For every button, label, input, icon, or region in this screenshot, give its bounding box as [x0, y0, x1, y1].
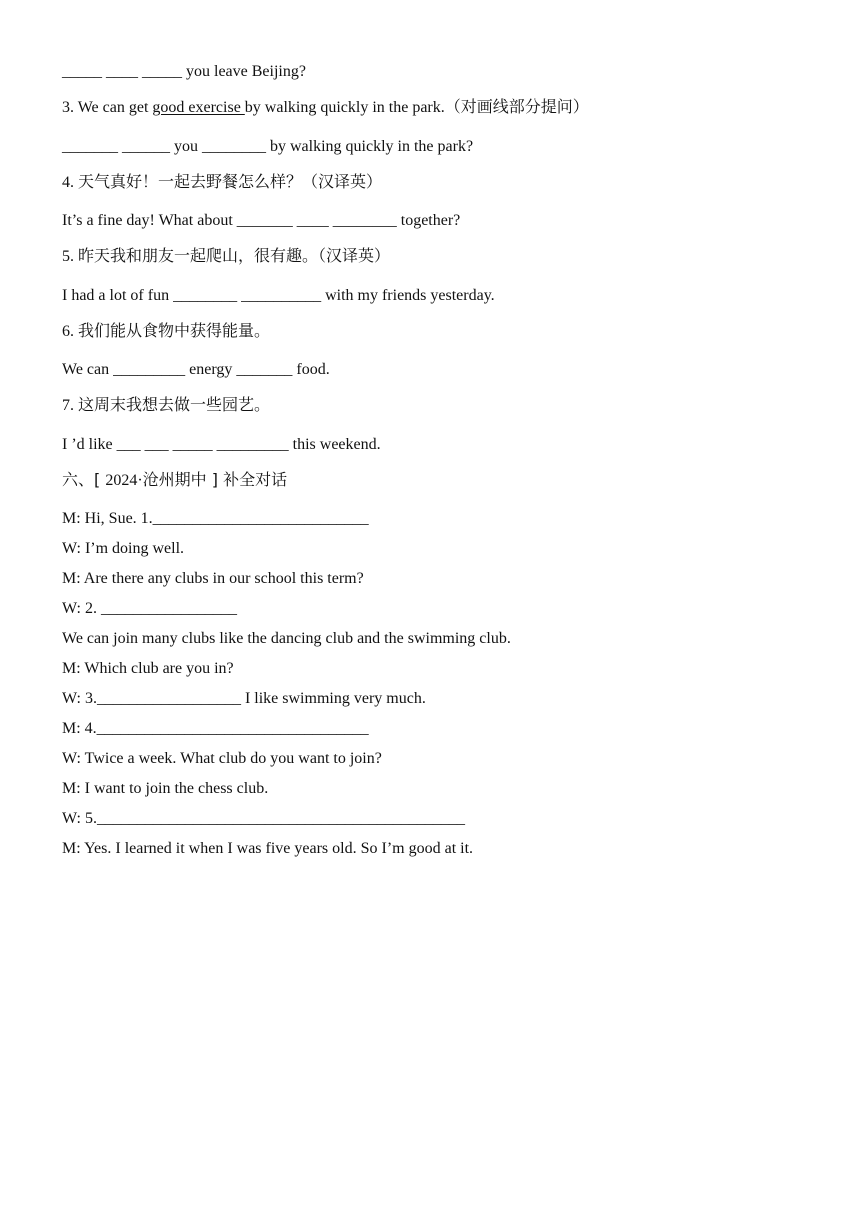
q3-answer-line: _______ ______ you ________ by walking quickly in the park? [62, 138, 474, 155]
q6-answer-line: We can _________ energy _______ food. [62, 361, 330, 378]
dialogue-line: We can join many clubs like the dancing club and the swimming club. [62, 630, 511, 647]
q5-prompt [62, 246, 390, 267]
q2-answer-line: _____ ____ _____ you leave Beijing? [62, 63, 306, 80]
q4-chinese: 天气真好！一起去野餐怎么样？（汉译英） [78, 172, 383, 191]
section-six-source: 2024·沧州期中 [105, 472, 207, 489]
dialogue-line: W: 2. _________________ [62, 600, 237, 617]
section-six-heading [62, 470, 287, 491]
q3-prompt [62, 97, 589, 118]
q6-number: 6. [62, 323, 78, 340]
dialogue-line: W: Twice a week. What club do you want to join? [62, 750, 382, 767]
dialogue-line: W: 5.______________________________________________ [62, 810, 465, 827]
q7-number: 7. [62, 397, 78, 414]
q3-underlined-phrase: good exercise [152, 99, 245, 116]
dialogue-line: M: Are there any clubs in our school this term? [62, 570, 364, 587]
dialogue-line: M: Yes. I learned it when I was five years old. So I’m good at it. [62, 840, 474, 857]
dialogue-line: M: 4.__________________________________ [62, 720, 369, 737]
dialogue-line: M: Which club are you in? [62, 660, 234, 677]
q5-answer-line: I had a lot of fun ________ __________ with my friends yesterday. [62, 287, 495, 304]
q3-instruction: （对画线部分提问） [444, 97, 589, 116]
q5-number: 5. [62, 248, 78, 265]
q7-answer-line: I ’d like ___ ___ _____ _________ this weekend. [62, 436, 381, 453]
dialogue-line: M: I want to join the chess club. [62, 780, 269, 797]
q3-suffix: by walking quickly in the park. [244, 99, 445, 116]
q4-answer-line: It’s a fine day! What about _______ ____ ________ together? [62, 212, 461, 229]
dialogue-line: W: I’m doing well. [62, 540, 185, 557]
q7-prompt [62, 395, 270, 416]
q6-chinese: 我们能从食物中获得能量。 [78, 321, 271, 340]
q7-chinese: 这周末我想去做一些园艺。 [78, 395, 271, 414]
q4-prompt [62, 172, 382, 193]
q5-chinese: 昨天我和朋友一起爬山，很有趣。（汉译英） [78, 246, 391, 265]
dialogue-line: M: Hi, Sue. 1.___________________________ [62, 510, 369, 527]
dialogue-line: W: 3.__________________ I like swimming very much. [62, 690, 426, 707]
q6-prompt [62, 321, 270, 342]
q3-prefix: 3. We can get [62, 99, 153, 116]
section-six-prefix: 六、[ [62, 470, 106, 489]
section-six-title: ] 补全对话 [206, 470, 288, 489]
q4-number: 4. [62, 174, 78, 191]
